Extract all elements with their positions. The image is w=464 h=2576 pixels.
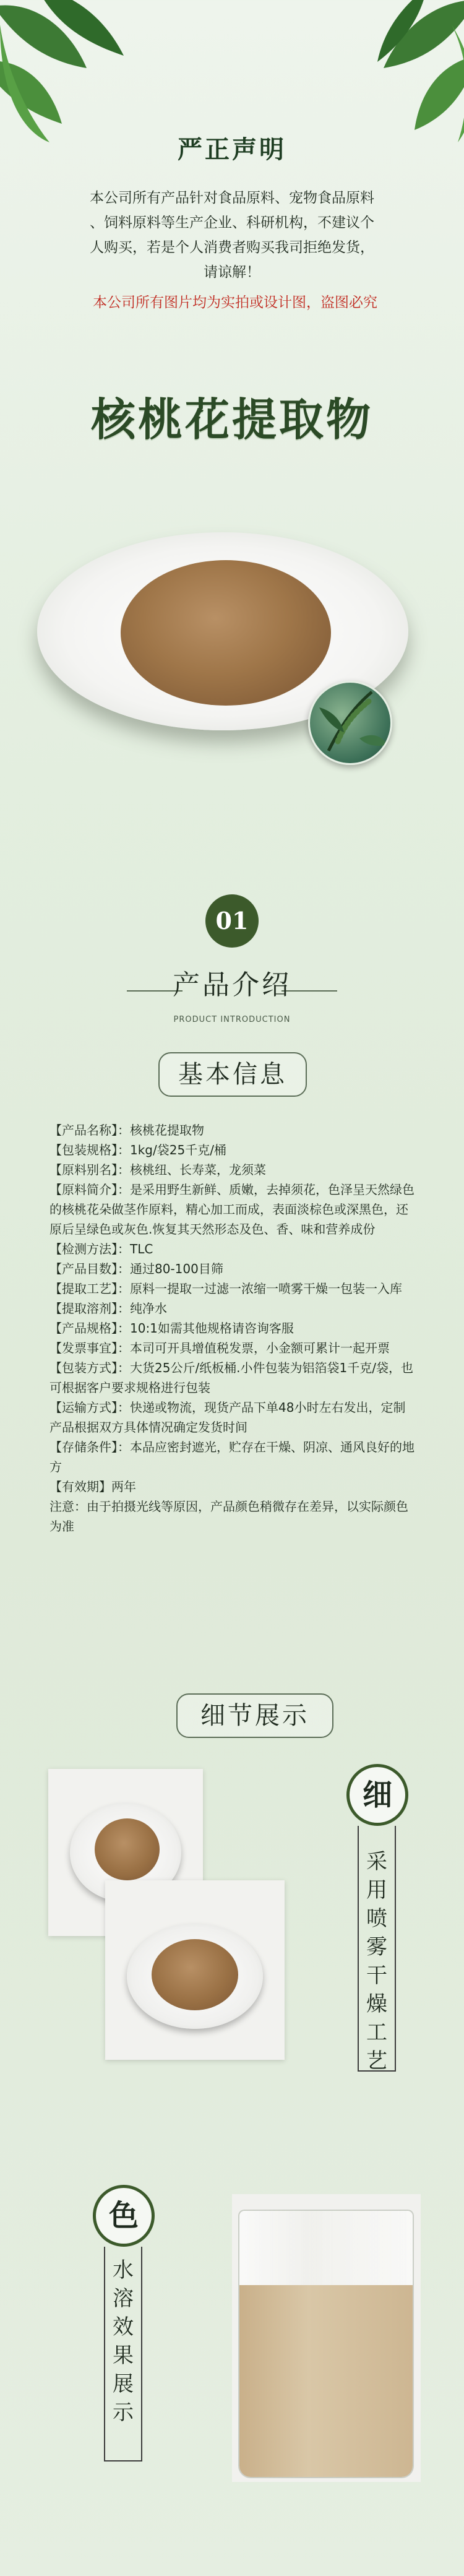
- info-item: 【检测方法】：TLC: [49, 1242, 153, 1256]
- info-item: 【产品目数】：通过80-100目筛: [49, 1261, 223, 1276]
- info-item: 【产品规格】：10:1如需其他规格请咨询客服: [49, 1321, 294, 1336]
- walnut-flower-badge: [308, 681, 392, 765]
- notice-line: 、饲料原料等生产企业、科研机构，不建议个: [90, 215, 374, 231]
- detail2-char-badge: 色: [93, 2185, 155, 2247]
- info-item: 注意：由于拍摄光线等原因，产品颜色稍微存在差异，以实际颜色为准: [49, 1499, 408, 1534]
- notice-body: [59, 186, 405, 285]
- info-item: 【发票事宜】：本司可开具增值税发票，小金额可累计一起开票: [49, 1341, 390, 1355]
- notice-line: 人购买，若是个人消费者购买我司拒绝发货，: [90, 240, 374, 256]
- info-item: 【存储条件】：本品应密封遮光，贮存在干燥、阴凉、通风良好的地方: [49, 1440, 415, 1474]
- notice-warning: 本公司所有图片均为实拍或设计图，盗图必究: [93, 295, 377, 311]
- detail-label: 细节展示: [176, 1693, 333, 1738]
- info-item: 【原料别名】：核桃纽、长寿菜，龙须菜: [49, 1162, 266, 1177]
- info-item: 【包装方式】：大货25公斤/纸板桶.小件包装为铝箔袋1千克/袋，也可根据客户要求规格进行包装: [49, 1360, 414, 1395]
- info-item: 【原料简介】：是采用野生新鲜、质嫩，去掉须花，色泽呈天然绿色的核桃花朵做茎作原料，精心加工而成，表面淡棕色或深黑色，还原后呈绿色或灰色.恢复其天然形态及色、香、味和营养成份: [49, 1182, 415, 1237]
- detail1-char-badge: 细: [346, 1764, 408, 1826]
- notice-line: 本公司所有产品针对食品原料、宠物食品原料: [90, 190, 374, 206]
- leaves-top-right-icon: [328, 0, 464, 149]
- notice-title: 严正声明: [178, 136, 286, 164]
- mini-powder-image: [152, 1939, 238, 2010]
- info-item: 【包装规格】：1kg/袋25千克/桶: [49, 1143, 226, 1157]
- beaker-image: [238, 2210, 414, 2478]
- info-item: 【运输方式】：快递或物流，现货产品下单48小时左右发出，定制产品根据双方具体情况确定发货时间: [49, 1400, 406, 1435]
- notice-line: 请谅解！: [204, 264, 260, 280]
- detail1-text: 采 用 喷 雾 干 燥 工 艺: [366, 1849, 387, 2073]
- walnut-flower-icon: [310, 683, 390, 763]
- mini-powder-image: [95, 1818, 160, 1880]
- section-subtitle: PRODUCT INTRODUCTION: [173, 1015, 291, 1024]
- basic-info-label: 基本信息: [158, 1052, 307, 1097]
- powder-image: [121, 560, 331, 706]
- detail1-vertical-text: [359, 1848, 395, 2075]
- product-title: 核桃花提取物: [90, 394, 373, 446]
- info-item: 【产品名称】：核桃花提取物: [49, 1123, 204, 1138]
- detail-photo-2: [105, 1880, 285, 2060]
- detail2-vertical-text: [105, 2256, 141, 2427]
- product-info-list: [49, 1120, 415, 1536]
- detail2-text: 水 溶 效 果 展 示: [113, 2258, 134, 2425]
- info-item: 【提取工艺】：原料一提取一过滤一浓缩一喷雾干燥一包装一入库: [49, 1281, 402, 1296]
- extract-solution-image: [239, 2285, 413, 2477]
- info-item: 【提取溶剂】：纯净水: [49, 1301, 167, 1316]
- section-title: 产品介绍: [173, 969, 291, 1001]
- info-item: 【有效期】两年: [49, 1479, 136, 1494]
- section-number: 01: [205, 894, 259, 948]
